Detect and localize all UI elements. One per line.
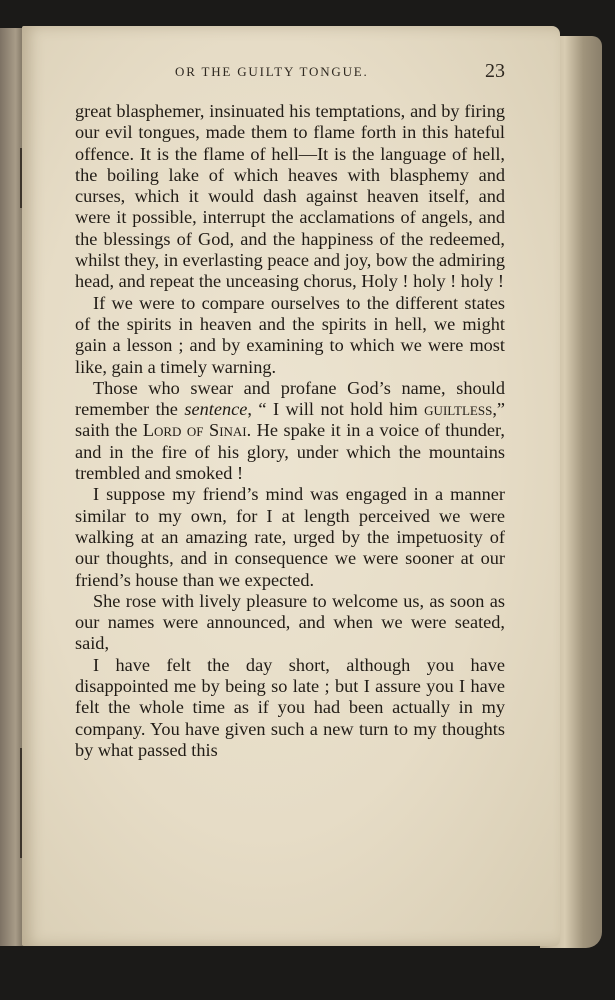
body-text [75,101,505,761]
paragraph [75,591,505,655]
page-header [175,62,505,84]
text-segment: , “ I will not hold him [247,399,425,420]
text-segment: If we were to compare ourselves to the different states of the spirits in heaven and the spirits in hell, we might gain a lesson ; and by examining to which we were most like, gain a timely warning. [75,292,505,377]
small-caps-word: guiltless [424,399,493,420]
text-segment: great blasphemer, insinuated his temptations, and by firing our evil tongues, made them to flame forth in this hateful offence. It is the flame of hell—It is the language of hell, the boiling lake of which heaves with blasphemy and curses, which it would dash against heaven itself, and were it possible, interrupt the acclamations of angels, and the blessings of God, and the happiness of the redeemed, whilst they, in everlasting peace and joy, bow the admiring head, and repeat the unceasing chorus, Holy ! holy ! holy ! [75,101,505,292]
text-segment: ,” saith the [75,399,505,441]
page-number: 23 [485,60,505,82]
text-segment: . He spake it in a voice of thunder, and in the fire of his glory, under which the mountains trembled and smoked ! [75,420,505,484]
paragraph [75,484,505,590]
running-head: OR THE GUILTY TONGUE. [175,64,369,79]
text-segment: I have felt the day short, although you have disappointed me by being so late ; but I assure you I have felt the whole time as if you had been actually in my company. You have given such a new turn to my thoughts by what passed this [75,654,505,760]
paragraph [75,293,505,378]
paragraph [75,101,505,293]
text-segment: She rose with lively pleasure to welcome us, as soon as our names were announced, and when we were seated, said, [75,590,505,654]
paragraph [75,655,505,761]
italic-word: sentence [184,399,248,420]
small-caps-phrase: Lord of Sinai [142,420,247,441]
paragraph [75,378,505,484]
text-segment: I suppose my friend’s mind was engaged in a manner similar to my own, for I at length perceived we were walking at an amazing rate, urged by the impetuosity of our thoughts, and in consequence we were sooner at our friend’s house than we expected. [75,484,505,590]
text-segment: Those who swear and profane God’s name, should remember the [75,377,505,420]
